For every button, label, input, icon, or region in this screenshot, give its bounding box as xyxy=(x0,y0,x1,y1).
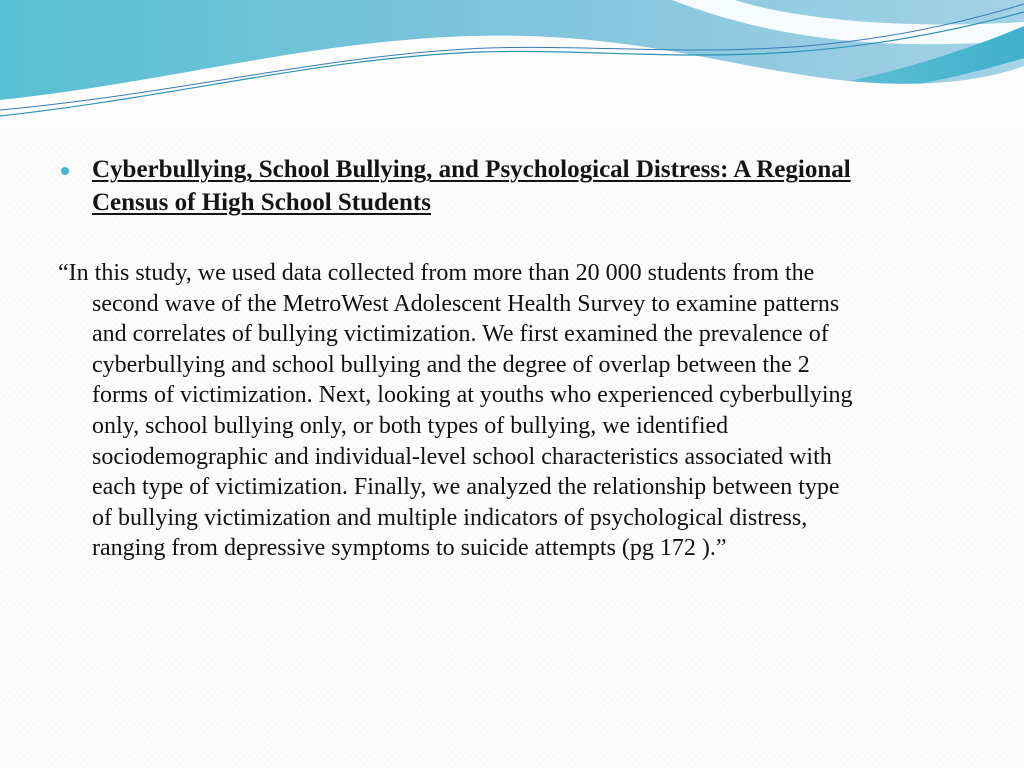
header-wave-graphic xyxy=(0,0,1024,135)
quote-line: sociodemographic and individual-level school characteristics associated with xyxy=(92,443,832,470)
quote-line: second wave of the MetroWest Adolescent Health Survey to examine patterns xyxy=(92,290,840,317)
quote-line: each type of victimization. Finally, we analyzed the relationship between type xyxy=(92,474,840,501)
quote-line: forms of victimization. Next, looking at youths who experienced cyberbullying xyxy=(92,382,853,409)
quote-line: and correlates of bullying victimization. We first examined the prevalence of xyxy=(92,321,829,348)
quote-line: cyberbullying and school bullying and the degree of overlap between the 2 xyxy=(92,351,810,378)
slide-title xyxy=(92,153,972,219)
title-line: Census of High School Students xyxy=(92,189,431,216)
quote-line: “In this study, we used data collected from more than 20 000 students from the xyxy=(58,260,815,286)
quote-line: only, school bullying only, or both types of bullying, we identified xyxy=(92,412,729,439)
abstract-quote xyxy=(58,258,988,564)
quote-line: ranging from depressive symptoms to suicide attempts (pg 172 ).” xyxy=(92,535,727,562)
title-line: Cyberbullying, School Bullying, and Psychological Distress: A Regional xyxy=(92,156,851,183)
quote-line: of bullying victimization and multiple indicators of psychological distress, xyxy=(92,504,808,531)
title-bullet-icon xyxy=(61,167,69,175)
